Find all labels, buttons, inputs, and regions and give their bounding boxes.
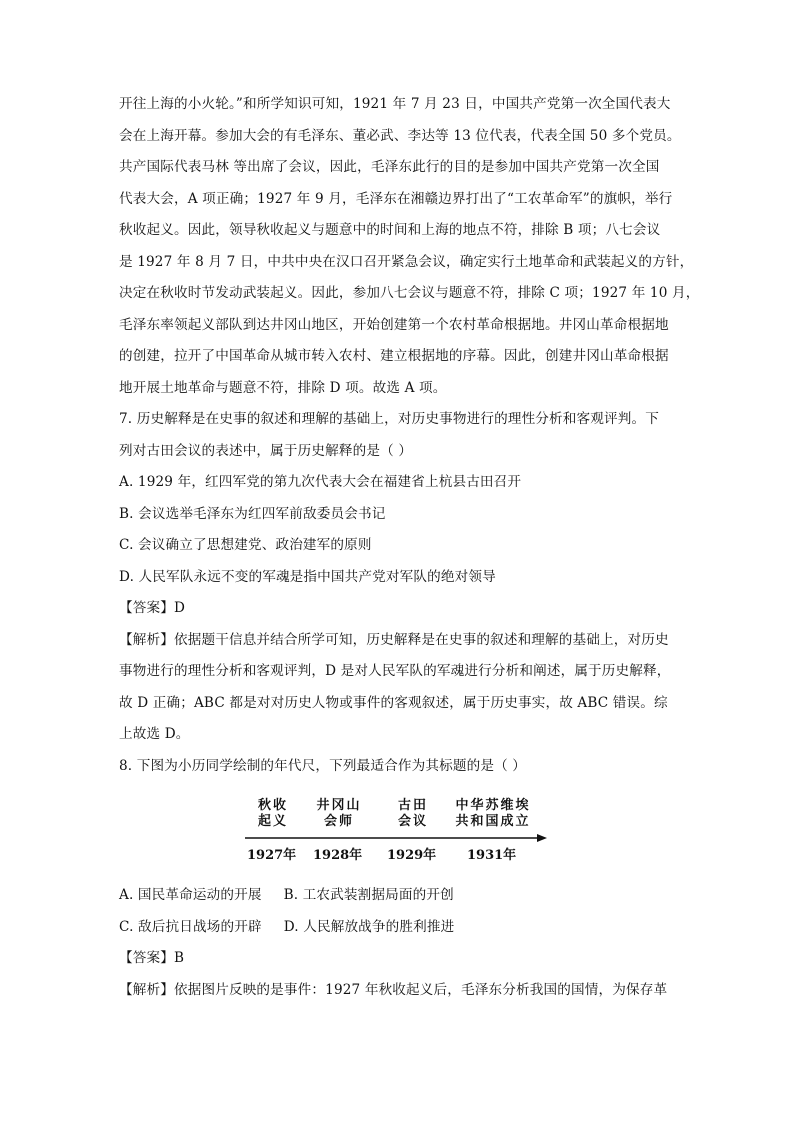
option-c: C. 会议确立了思想建党、政治建军的原则 [119,537,372,553]
question-8 [119,758,679,999]
analysis-line: 上故选 D。 [119,726,190,742]
text-line: 毛泽东率领起义部队到达井冈山地区，开始创建第一个农村革命根据地。井冈山革命根据地 [119,316,669,333]
question-7 [119,411,679,743]
option-a: A. 1929 年，红四军党的第九次代表大会在福建省上杭县古田召开 [119,474,522,490]
timeline-arrow-icon [537,834,547,842]
timeline-figure [119,789,679,877]
text-line: 是 1927 年 8 月 7 日，中共中央在汉口召开紧急会议，确定实行土地革命和武装起义的方针， [119,253,694,270]
timeline-event: 中华苏维埃 共和国成立 [455,798,531,829]
answer-label: 【答案】B [119,950,185,966]
option-b: B. 工农武装割据局面的开创 [283,887,454,903]
option-b: B. 会议选举毛泽东为红四军前敌委员会书记 [119,505,386,522]
question-stem: 列对古田会议的表述中，属于历史解释的是（ ） [119,442,413,459]
analysis-line: 故 D 正确；ABC 都是对对历史人物或事件的客观叙述，属于历史事实，故 ABC 错误。综 [119,694,668,711]
timeline-year: 1931年 [467,848,517,863]
option-d: D. 人民解放战争的胜利推进 [283,918,455,935]
text-line: 地开展土地革命与题意不符，排除 D 项。故选 A 项。 [119,379,447,396]
options-row [119,919,679,936]
option-c: C. 敌后抗日战场的开辟 [119,918,262,935]
timeline-event: 井冈山 会师 [316,798,362,829]
text-line: 的创建，拉开了中国革命从城市转入农村、建立根据地的序幕。因此，创建井冈山革命根据 [119,348,669,364]
option-a: A. 国民革命运动的开展 [119,887,262,903]
timeline-event: 古田 会议 [397,798,428,829]
option-d: D. 人民军队永远不变的军魂是指中国共产党对军队的绝对领导 [119,568,496,585]
answer-label: 【答案】D [119,600,186,616]
analysis-line: 【解析】依据图片反映的是事件：1927 年秋收起义后，毛泽东分析我国的国情，为保存革 [119,981,668,998]
document-page [119,96,700,1013]
timeline-year: 1928年 [313,848,363,863]
timeline-year: 1927年 [247,848,297,863]
text-line: 共产国际代表马林 等出席了会议，因此，毛泽东此行的目的是参加中国共产党第一次全国 [119,159,660,175]
text-line: 代表大会，A 项正确；1927 年 9 月，毛泽东在湘赣边界打出了“工农革命军”的旗帜，举行 [119,190,673,207]
analysis-line: 【解析】依据题干信息并结合所学可知，历史解释是在史事的叙述和理解的基础上，对历史 [119,631,669,648]
text-line: 秋收起义。因此，领导秋收起义与题意中的时间和上海的地点不符，排除 B 项；八七会议 [119,222,661,238]
previous-analysis-paragraph [119,96,700,397]
analysis-line: 事物进行的理性分析和客观评判，D 是对人民军队的军魂进行分析和阐述，属于历史解释， [119,663,671,679]
options-row [119,887,679,904]
text-line: 决定在秋收时节发动武装起义。因此，参加八七会议与题意不符，排除 C 项；1927 年 10 月， [119,285,700,301]
text-line: 开往上海的小火轮。”和所学知识可知，1921 年 7 月 23 日，中国共产党第一次全国代表大 [119,96,671,112]
question-stem: 8. 下图为小历同学绘制的年代尺，下列最适合作为其标题的是（ ） [119,757,527,774]
text-line: 会在上海开幕。参加大会的有毛泽东、董必武、李达等 13 位代表，代表全国 50 多个党员。 [119,127,681,144]
timeline-event: 秋收 起义 [257,798,288,829]
question-stem: 7. 历史解释是在史事的叙述和理解的基础上，对历史事物进行的理性分析和客观评判。下 [119,411,660,427]
timeline-year: 1929年 [387,848,437,863]
